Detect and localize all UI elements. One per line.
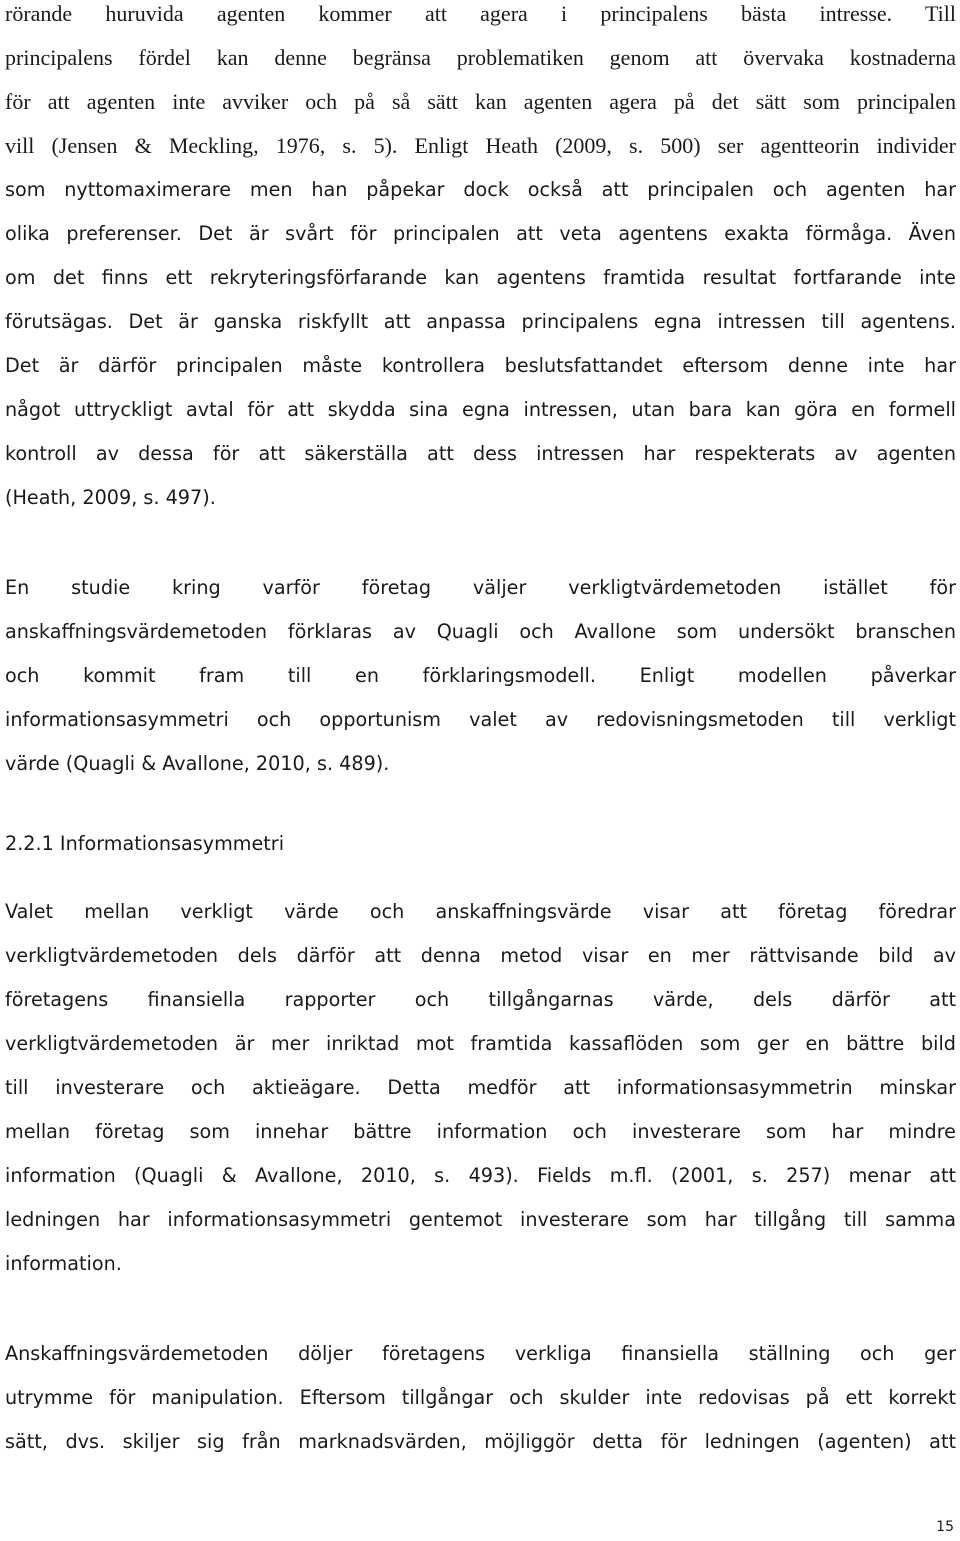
text-line: sätt, dvs. skiljer sig från marknadsvärden, möjliggör detta för ledningen (agenten) att [5,1430,956,1453]
text-line: rörande huruvida agenten kommer att agera i principalens bästa intresse. Till [5,1,956,26]
text-line: information. [5,1252,122,1275]
text-line: som nyttomaximerare men han påpekar dock också att principalen och agenten har [5,178,956,201]
text-line: om det finns ett rekryteringsförfarande kan agentens framtida resultat fortfarande inte [5,266,956,289]
text-line: ledningen har informationsasymmetri gentemot investerare som har tillgång till samma [5,1208,956,1231]
text-line: utrymme för manipulation. Eftersom tillgångar och skulder inte redovisas på ett korrekt [5,1386,956,1409]
text-line: till investerare och aktieägare. Detta medför att informationsasymmetrin minskar [5,1076,956,1099]
text-line: vill (Jensen & Meckling, 1976, s. 5). Enligt Heath (2009, s. 500) ser agentteorin individer [5,133,956,158]
text-line: informationsasymmetri och opportunism valet av redovisningsmetoden till verkligt [5,708,956,731]
text-line: mellan företag som innehar bättre information och investerare som har mindre [5,1120,956,1143]
section-heading: 2.2.1 Informationsasymmetri [5,832,285,855]
text-line: Anskaffningsvärdemetoden döljer företagens verkliga finansiella ställning och ger [5,1342,956,1365]
text-line: verkligtvärdemetoden är mer inriktad mot framtida kassaflöden som ger en bättre bild [5,1032,956,1055]
text-line: Valet mellan verkligt värde och anskaffningsvärde visar att företag föredrar [5,900,956,923]
text-line: något uttryckligt avtal för att skydda sina egna intressen, utan bara kan göra en formell [5,398,956,421]
text-line: för att agenten inte avviker och på så sätt kan agenten agera på det sätt som principalen [5,89,956,114]
text-line: principalens fördel kan denne begränsa problematiken genom att övervaka kostnaderna [5,45,956,70]
text-line: verkligtvärdemetoden dels därför att denna metod visar en mer rättvisande bild av [5,944,956,967]
text-line: förutsägas. Det är ganska riskfyllt att anpassa principalens egna intressen till agentens. [5,310,956,333]
text-line: värde (Quagli & Avallone, 2010, s. 489). [5,752,390,775]
text-line: information (Quagli & Avallone, 2010, s. 493). Fields m.fl. (2001, s. 257) menar att [5,1164,956,1187]
text-line: anskaffningsvärdemetoden förklaras av Quagli och Avallone som undersökt branschen [5,620,956,643]
text-line: Det är därför principalen måste kontrollera beslutsfattandet eftersom denne inte har [5,354,956,377]
text-line: kontroll av dessa för att säkerställa att dess intressen har respekterats av agenten [5,442,956,465]
text-line: företagens finansiella rapporter och tillgångarnas värde, dels därför att [5,988,956,1011]
text-line: och kommit fram till en förklaringsmodell. Enligt modellen påverkar [5,664,956,687]
page-number: 15 [936,1519,954,1535]
text-line: olika preferenser. Det är svårt för principalen att veta agentens exakta förmåga. Även [5,222,956,245]
text-line: (Heath, 2009, s. 497). [5,486,216,509]
text-line: En studie kring varför företag väljer verkligtvärdemetoden istället för [5,576,956,599]
